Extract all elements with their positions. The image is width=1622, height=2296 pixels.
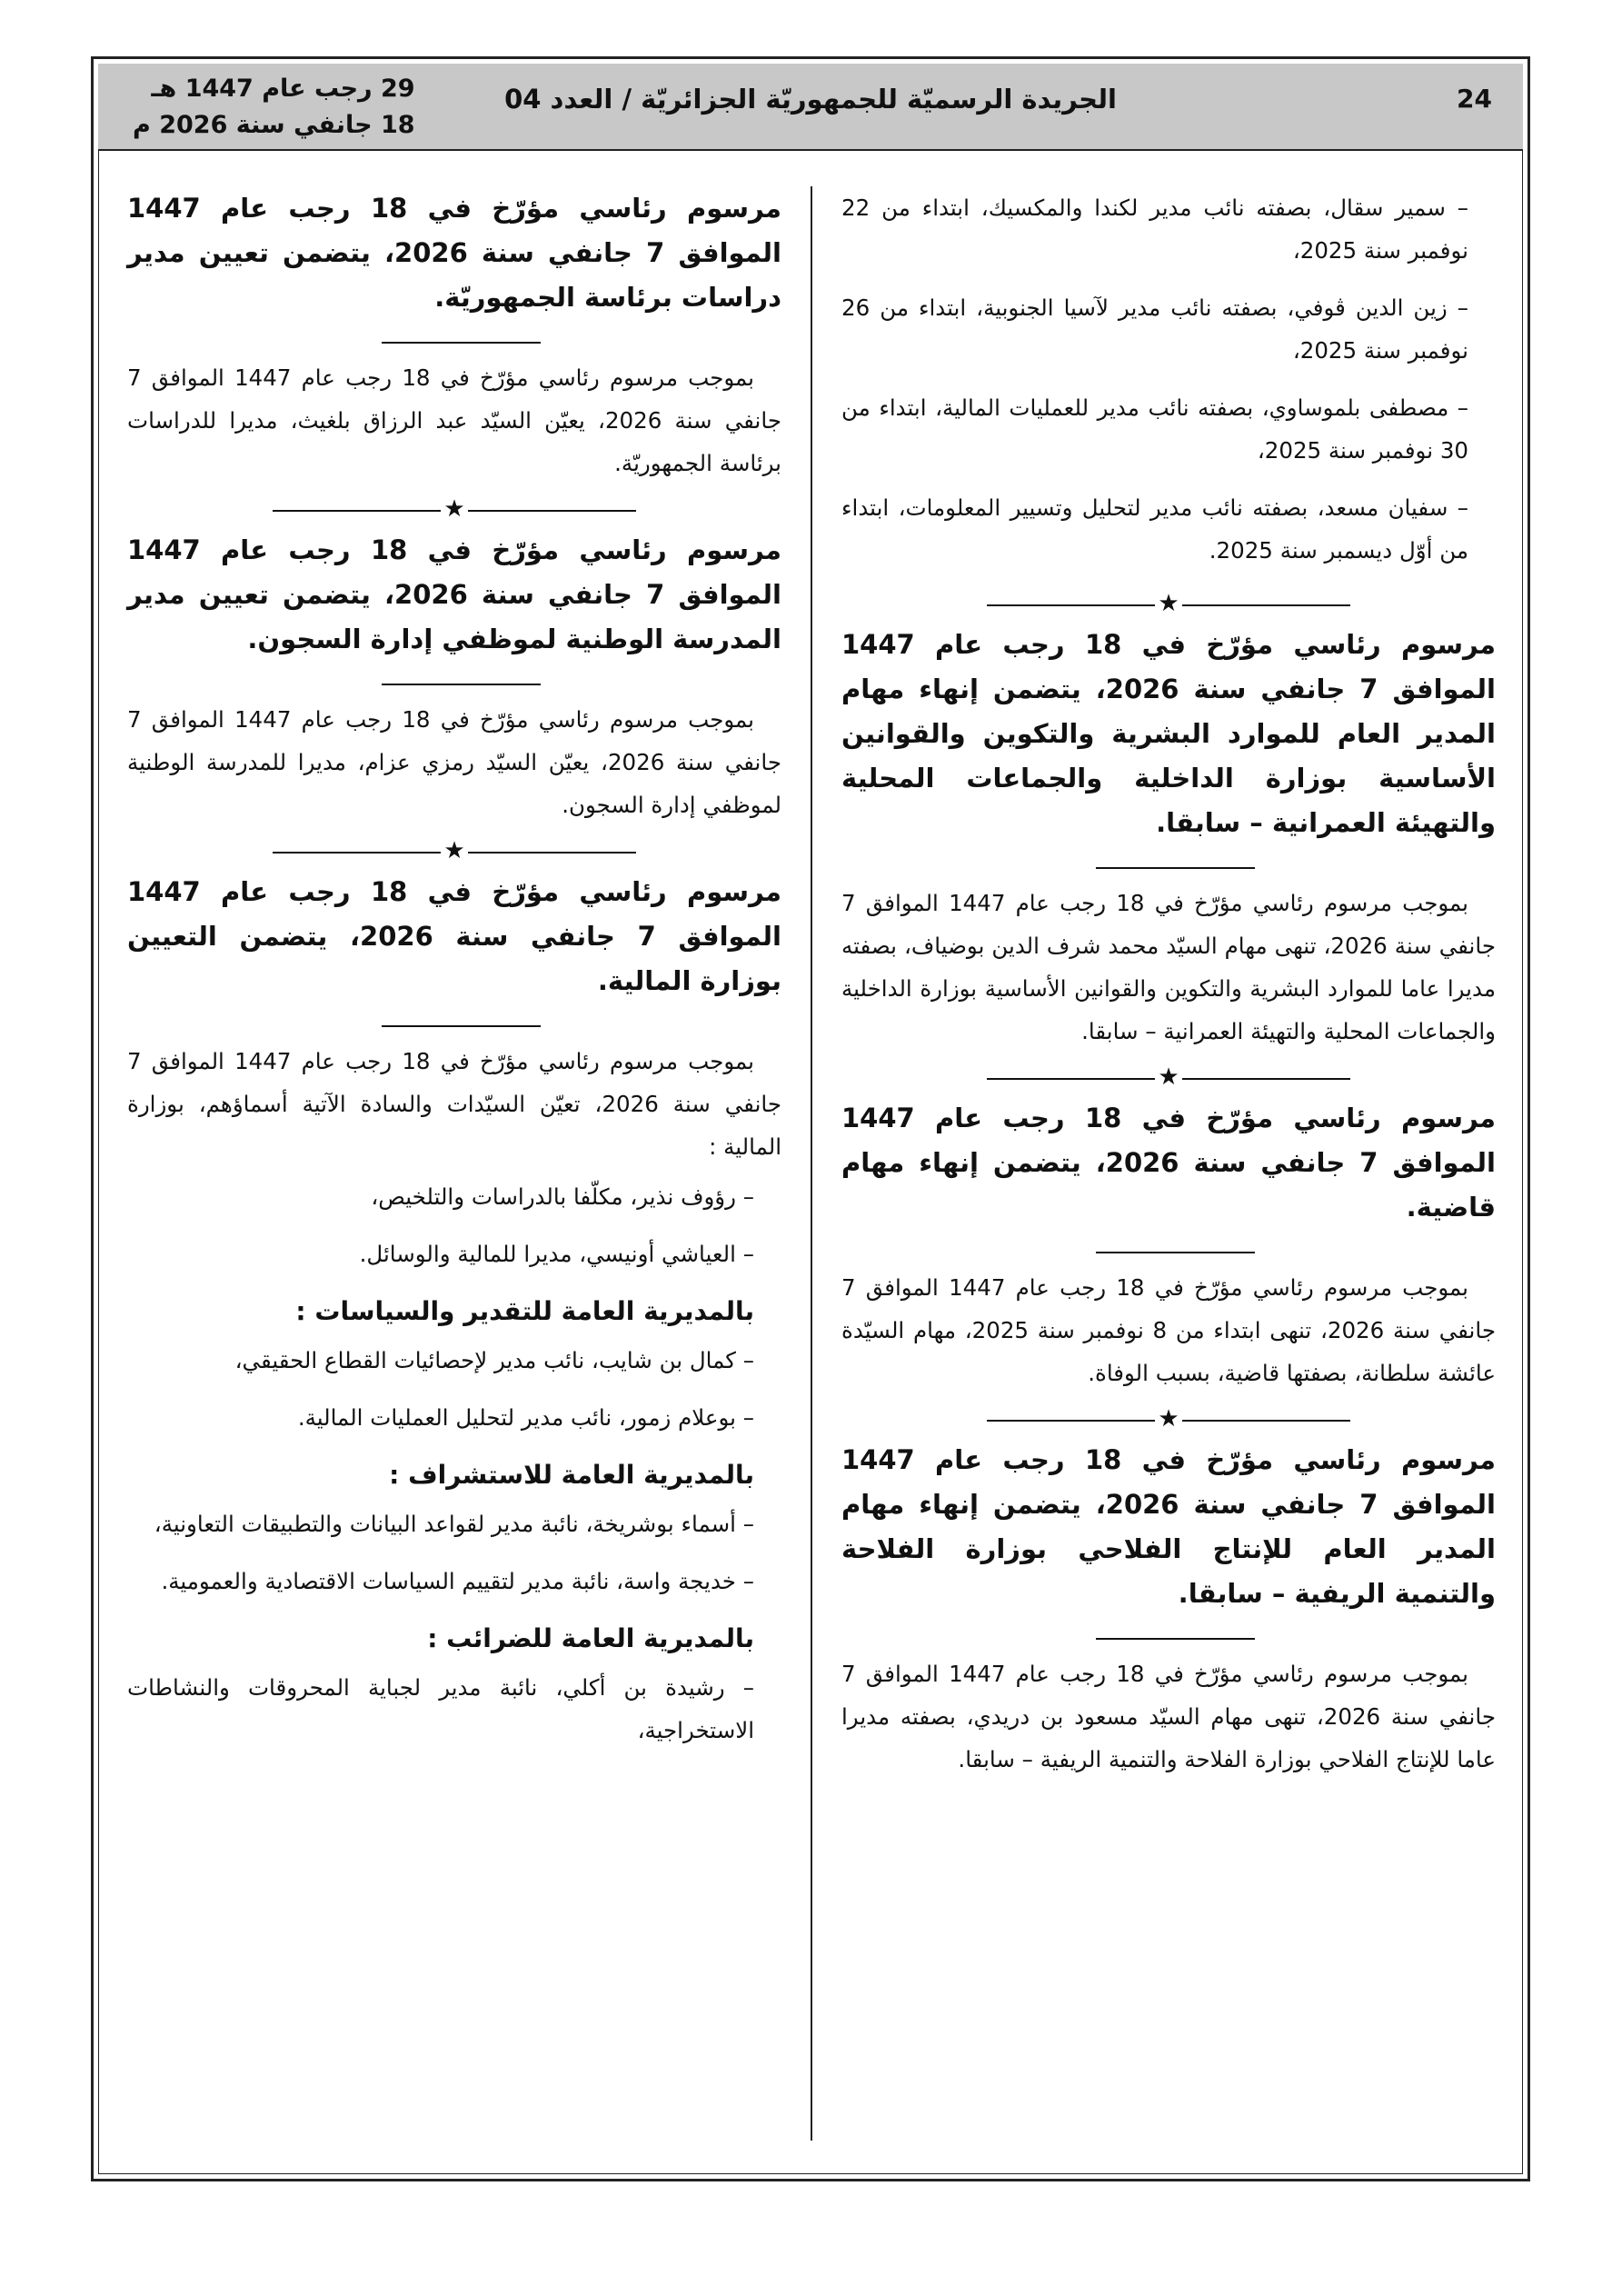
decree-body: بموجب مرسوم رئاسي مؤرّخ في 18 رجب عام 1447 الموافق 7 جانفي سنة 2026، يعيّن السيّد رمزي عزام، مديرا للمدرسة الوطنية لموظفي إدارة السجون. xyxy=(127,706,781,818)
decree-title: مرسوم رئاسي مؤرّخ في 18 رجب عام 1447 الموافق 7 جانفي سنة 2026، يتضمن التعيين بوزارة المالية. xyxy=(127,876,781,996)
appointee-item: – بوعلام زمور، نائب مدير لتحليل العمليات المالية. xyxy=(297,1404,754,1431)
short-separator xyxy=(127,320,781,356)
star-icon: ★ xyxy=(1158,1063,1179,1091)
appointee-item: – مصطفى بلموساوي، بصفته نائب مدير للعمليات المالية، ابتداء من 30 نوفمبر سنة 2025، xyxy=(841,394,1468,464)
header-date xyxy=(133,71,415,144)
short-separator xyxy=(127,662,781,698)
right-column xyxy=(841,186,1496,1788)
star-icon: ★ xyxy=(443,837,465,864)
decree-body: بموجب مرسوم رئاسي مؤرّخ في 18 رجب عام 1447 الموافق 7 جانفي سنة 2026، تنهى مهام السيّد مسعود بن دريدي، بصفته مديرا عاما للإنتاج الفلاحي بوزارة الفلاحة والتنمية الريفية – سابقا. xyxy=(841,1661,1496,1772)
decree-title: مرسوم رئاسي مؤرّخ في 18 رجب عام 1447 الموافق 7 جانفي سنة 2026، يتضمن إنهاء مهام قاضية. xyxy=(841,1103,1496,1223)
decree-title: مرسوم رئاسي مؤرّخ في 18 رجب عام 1447 الموافق 7 جانفي سنة 2026، يتضمن تعيين مدير دراسات برئاسة الجمهوريّة. xyxy=(127,193,781,313)
gregorian-date: 18 جانفي سنة 2026 م xyxy=(133,111,415,139)
star-separator xyxy=(127,834,781,870)
appointee-item: – رشيدة بن أكلي، نائبة مدير لجباية المحروقات والنشاطات الاستخراجية، xyxy=(127,1674,754,1743)
left-column xyxy=(127,186,781,1766)
short-separator xyxy=(841,1230,1496,1266)
star-icon: ★ xyxy=(1158,1405,1179,1433)
directorate-heading: بالمديرية العامة للضرائب : xyxy=(427,1623,754,1653)
appointee-item: – رؤوف نذير، مكلّفا بالدراسات والتلخيص، xyxy=(371,1183,754,1210)
directorate-heading: بالمديرية العامة للتقدير والسياسات : xyxy=(295,1296,754,1326)
appointee-item: – كمال بن شايب، نائب مدير لإحصائيات القطاع الحقيقي، xyxy=(234,1347,754,1373)
decree-body: بموجب مرسوم رئاسي مؤرّخ في 18 رجب عام 1447 الموافق 7 جانفي سنة 2026، تنهى مهام السيّد محمد شرف الدين بوضياف، بصفته مديرا عاما للموارد البشرية والتكوين والقوانين الأساسية بوزارة الداخلية والجماعات المحلية والتهيئة العمرانية – سابقا. xyxy=(841,890,1496,1044)
decree-title: مرسوم رئاسي مؤرّخ في 18 رجب عام 1447 الموافق 7 جانفي سنة 2026، يتضمن إنهاء مهام المدير العام للموارد البشرية والتكوين والقوانين الأساسية بوزارة الداخلية والجماعات المحلية والتهيئة العمرانية – سابقا. xyxy=(841,629,1496,838)
short-separator xyxy=(127,1003,781,1040)
decree-title: مرسوم رئاسي مؤرّخ في 18 رجب عام 1447 الموافق 7 جانفي سنة 2026، يتضمن تعيين مدير المدرسة الوطنية لموظفي إدارة السجون. xyxy=(127,534,781,654)
star-separator xyxy=(127,492,781,528)
appointee-item: – سفيان مسعد، بصفته نائب مدير لتحليل وتسيير المعلومات، ابتداء من أوّل ديسمبر سنة 2025. xyxy=(841,494,1468,564)
appointee-item: – أسماء بوشريخة، نائبة مدير لقواعد البيانات والتطبيقات التعاونية، xyxy=(154,1511,754,1537)
page-number: 24 xyxy=(1457,84,1492,114)
star-icon: ★ xyxy=(443,495,465,523)
decree-body: بموجب مرسوم رئاسي مؤرّخ في 18 رجب عام 1447 الموافق 7 جانفي سنة 2026، تعيّن السيّدات والسادة الآتية أسماؤهم، بوزارة المالية : xyxy=(127,1048,781,1160)
appointee-item: – العياشي أونيسي، مديرا للمالية والوسائل. xyxy=(359,1241,754,1267)
star-icon: ★ xyxy=(1158,590,1179,617)
appointee-item: – سمير سقال، بصفته نائب مدير لكندا والمكسيك، ابتداء من 22 نوفمبر سنة 2025، xyxy=(841,195,1468,264)
journal-title: الجريدة الرسميّة للجمهوريّة الجزائريّة / العدد 04 xyxy=(504,84,1117,115)
appointee-item: – زين الدين ڤوفي، بصفته نائب مدير لآسيا الجنوبية، ابتداء من 26 نوفمبر سنة 2025، xyxy=(841,294,1468,364)
hijri-date: 29 رجب عام 1447 هـ xyxy=(151,75,415,103)
short-separator xyxy=(841,845,1496,882)
appointee-item: – خديجة واسة، نائبة مدير لتقييم السياسات الاقتصادية والعمومية. xyxy=(161,1568,754,1594)
directorate-heading: بالمديرية العامة للاستشراف : xyxy=(389,1460,754,1490)
decree-body: بموجب مرسوم رئاسي مؤرّخ في 18 رجب عام 1447 الموافق 7 جانفي سنة 2026، يعيّن السيّد عبد الرزاق بلغيث، مديرا للدراسات برئاسة الجمهوريّة. xyxy=(127,364,781,476)
decree-title: مرسوم رئاسي مؤرّخ في 18 رجب عام 1447 الموافق 7 جانفي سنة 2026، يتضمن إنهاء مهام المدير العام للإنتاج الفلاحي بوزارة الفلاحة والتنمية الريفية – سابقا. xyxy=(841,1444,1496,1609)
column-divider xyxy=(811,186,812,2141)
star-separator xyxy=(841,1060,1496,1096)
star-separator xyxy=(841,586,1496,623)
star-separator xyxy=(841,1402,1496,1438)
decree-body: بموجب مرسوم رئاسي مؤرّخ في 18 رجب عام 1447 الموافق 7 جانفي سنة 2026، تنهى ابتداء من 8 نوفمبر سنة 2025، مهام السيّدة عائشة سلطانة، بصفتها قاضية، بسبب الوفاة. xyxy=(841,1274,1496,1386)
short-separator xyxy=(841,1616,1496,1652)
page-header xyxy=(98,64,1523,151)
